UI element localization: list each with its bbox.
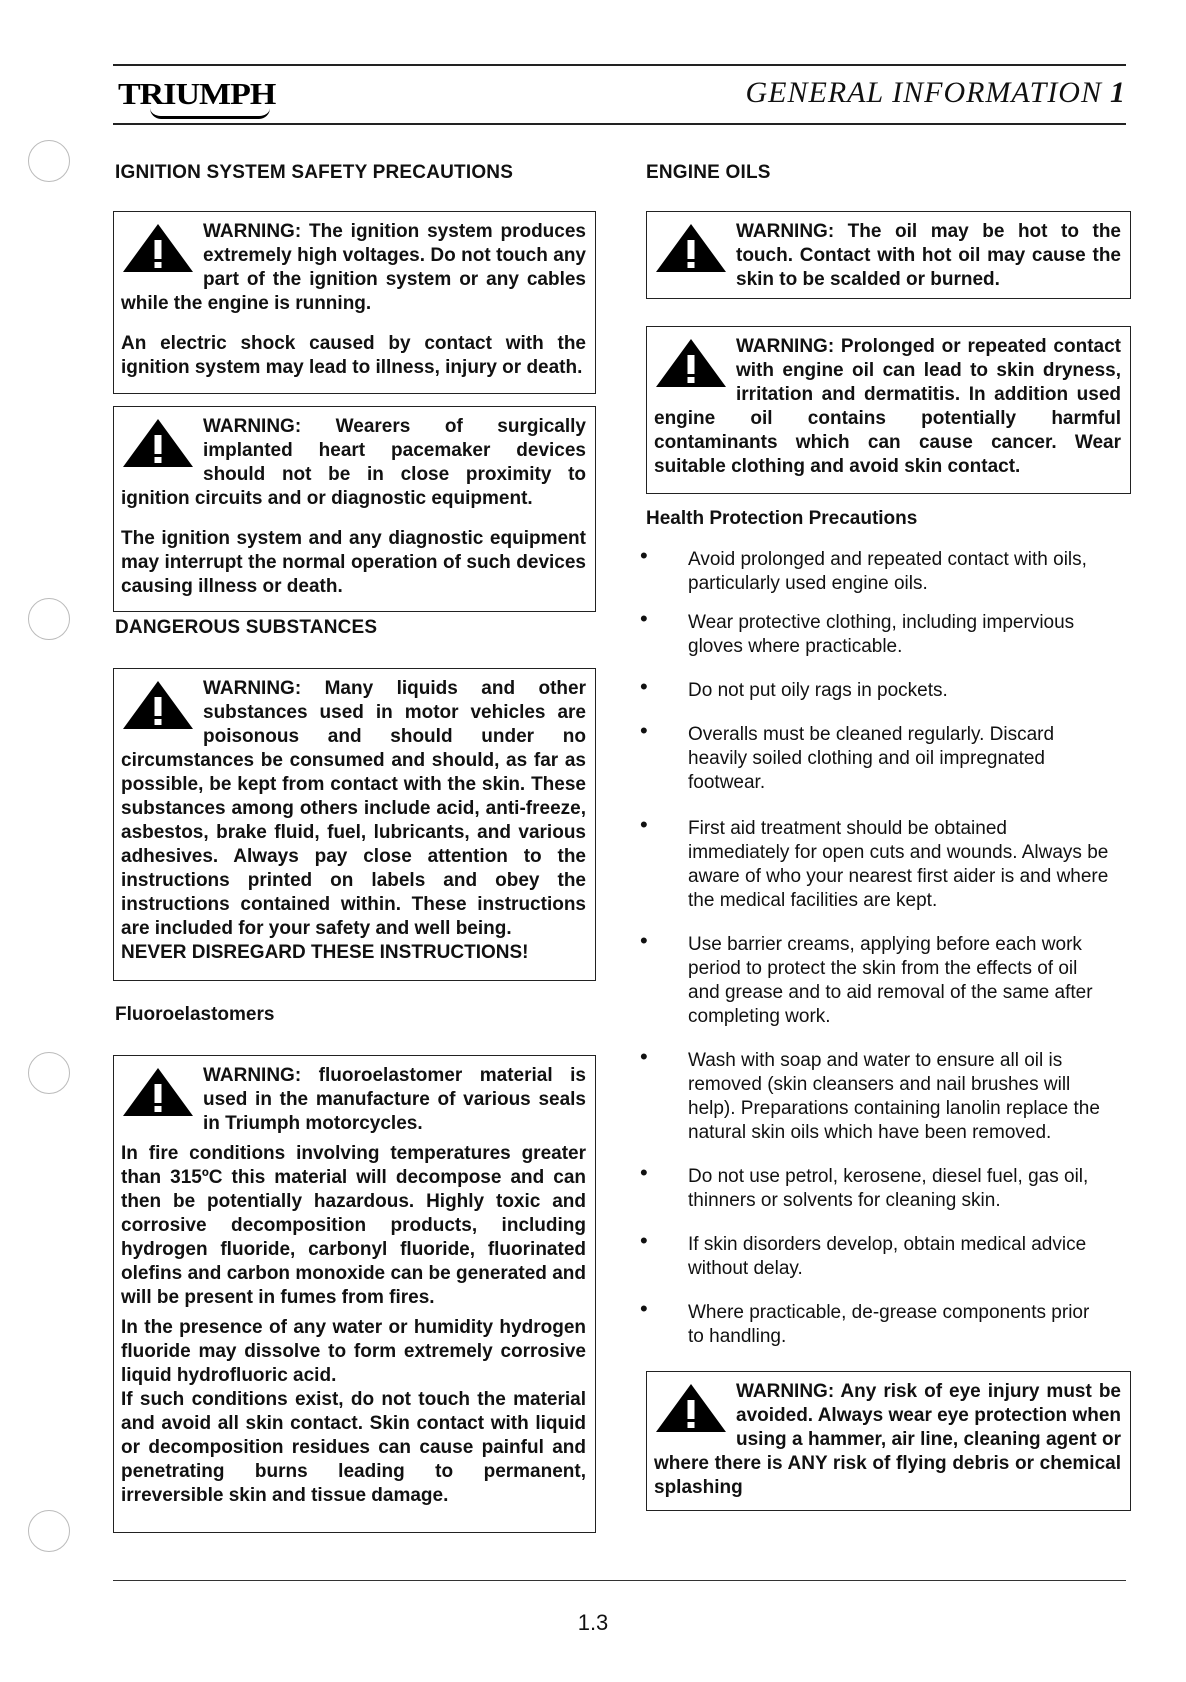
eye-injury-warning	[646, 1371, 1131, 1511]
warning-triangle-icon	[654, 1382, 728, 1434]
list-item: • Do not use petrol, kerosene, diesel fuel, gas oil, thinners or solvents for cleaning skin.	[640, 1165, 1110, 1213]
list-item: • Wear protective clothing, including impervious gloves where practicable.	[640, 611, 1110, 659]
warning-text: WARNING: The ignition system produces extremely high voltages. Do not touch any part of the ignition system or any cables while the engine is running.	[121, 221, 586, 314]
health-precautions-list	[640, 548, 1110, 1364]
warning-text: If such conditions exist, do not touch the material and avoid all skin contact. Skin contact with liquid or decomposition residues can cause painful and penetrating burns leading to permanent, irreversible skin and tissue damage.	[121, 1389, 586, 1506]
page-number: 1.3	[577, 1610, 609, 1635]
section-number: 1	[1110, 76, 1126, 109]
warning-triangle-icon	[654, 222, 728, 274]
section-title-text: GENERAL INFORMATION	[745, 76, 1102, 109]
header-bottom-rule	[113, 123, 1126, 125]
list-item: • Overalls must be cleaned regularly. Discard heavily soiled clothing and oil impregnated footwear.	[640, 723, 1110, 795]
warning-text: The ignition system and any diagnostic equipment may interrupt the normal operation of such devices causing illness or death.	[121, 528, 586, 597]
warning-triangle-icon	[121, 222, 195, 274]
section-title	[746, 76, 1127, 110]
warning-text: In fire conditions involving temperatures greater than 315ºC this material will decompose and can then be potentially hazardous. Highly toxic and corrosive decomposition products, including hydrogen fluoride, carbonyl fluoride, fluorinated olefins and carbon monoxide can be generated and will be present in fumes from fires.	[121, 1143, 586, 1308]
list-item: • First aid treatment should be obtained immediately for open cuts and wounds. Always be aware of who your nearest first aider is and where the medical facilities are kept.	[640, 817, 1110, 913]
engine-oils-heading: ENGINE OILS	[646, 162, 771, 183]
ignition-heading: IGNITION SYSTEM SAFETY PRECAUTIONS	[115, 162, 514, 183]
list-item: • Use barrier creams, applying before each work period to protect the skin from the effects of oil and grease and to aid removal of the same after completing work.	[640, 933, 1110, 1029]
fluoroelastomers-heading: Fluoroelastomers	[115, 1004, 275, 1025]
fluoroelastomers-warning	[113, 1055, 596, 1533]
logo-swoosh	[150, 108, 270, 119]
ignition-warning-2	[113, 406, 596, 612]
ignition-warning-1	[113, 211, 596, 394]
list-item: • Where practicable, de-grease components prior to handling.	[640, 1301, 1110, 1349]
list-item: • Avoid prolonged and repeated contact with oils, particularly used engine oils.	[640, 548, 1110, 596]
punch-hole	[28, 140, 70, 182]
warning-text: WARNING: Many liquids and other substances used in motor vehicles are poisonous and should under no circumstances be consumed and should, as far as possible, be kept from contact with the skin. These substances among others include acid, anti-freeze, asbestos, brake fluid, fuel, lubricants, and various adhesives. Always pay close attention to the instructions printed on labels and obey the instructions contained within. These instructions are included for your safety and well being.	[121, 678, 586, 939]
warning-text: NEVER DISREGARD THESE INSTRUCTIONS!	[121, 942, 529, 963]
warning-text: WARNING: Wearers of surgically implanted heart pacemaker devices should not be in close proximity to ignition circuits and or diagnostic equipment.	[121, 416, 586, 509]
warning-text: WARNING: Prolonged or repeated contact with engine oil can lead to skin dryness, irritation and dermatitis. In addition used engine oil contains potentially harmful contaminants which can cause cancer. Wear suitable clothing and avoid skin contact.	[654, 336, 1121, 477]
warning-text: WARNING: The oil may be hot to the touch. Contact with hot oil may cause the skin to be scalded or burned.	[736, 221, 1121, 290]
warning-triangle-icon	[654, 337, 728, 389]
warning-text: In the presence of any water or humidity hydrogen fluoride may dissolve to form extremely corrosive liquid hydrofluoric acid.	[121, 1317, 586, 1386]
header-top-rule	[113, 64, 1126, 66]
dangerous-substances-heading: DANGEROUS SUBSTANCES	[115, 617, 378, 638]
triumph-logo: TRIUMPH	[118, 77, 276, 112]
punch-hole	[28, 1052, 70, 1094]
punch-hole	[28, 598, 70, 640]
warning-text: WARNING: Any risk of eye injury must be avoided. Always wear eye protection when using a hammer, air line, cleaning agent or where there is ANY risk of flying debris or chemical splashing	[654, 1381, 1121, 1498]
dangerous-substances-warning	[113, 668, 596, 981]
oil-warning-1	[646, 211, 1131, 299]
oil-warning-2	[646, 326, 1131, 494]
health-protection-heading: Health Protection Precautions	[646, 508, 918, 529]
warning-triangle-icon	[121, 417, 195, 469]
list-item: • Do not put oily rags in pockets.	[640, 679, 1110, 703]
warning-triangle-icon	[121, 679, 195, 731]
warning-text: An electric shock caused by contact with the ignition system may lead to illness, injury or death.	[121, 333, 586, 378]
warning-triangle-icon	[121, 1066, 195, 1118]
warning-text: WARNING: fluoroelastomer material is used in the manufacture of various seals in Triumph motorcycles.	[203, 1065, 586, 1134]
footer-rule	[113, 1580, 1126, 1581]
list-item: • If skin disorders develop, obtain medical advice without delay.	[640, 1233, 1110, 1281]
punch-hole	[28, 1510, 70, 1552]
list-item: • Wash with soap and water to ensure all oil is removed (skin cleansers and nail brushes will help). Preparations containing lanolin replace the natural skin oils which have been removed.	[640, 1049, 1110, 1145]
